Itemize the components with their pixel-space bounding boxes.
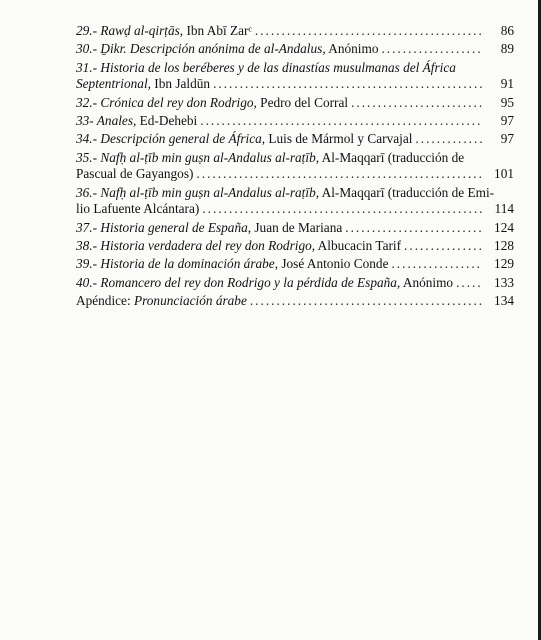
toc-entry-author: Anónimo: [325, 41, 379, 57]
toc-entry-line: [76, 41, 486, 58]
toc-entry-author: Pedro del Corral: [256, 94, 349, 110]
toc-entry-line: [76, 131, 486, 148]
toc-entry-continued-line: [76, 150, 486, 167]
toc-entry-author: Apéndice:: [76, 292, 134, 308]
toc-entry-author: Al-Maqqarī (traducción de Emi-: [319, 184, 495, 200]
toc-entry-author: Pascual de Gayangos): [76, 166, 194, 182]
toc-entry-text: [76, 275, 453, 292]
dot-leader: [200, 113, 483, 130]
toc-entry-author: Juan de Mariana: [251, 219, 343, 235]
toc-entry: [76, 112, 514, 130]
page-number: 91: [500, 76, 514, 92]
toc-entry-author: Ibn Jaldūn: [150, 76, 211, 92]
dot-leader: [345, 220, 483, 237]
page-number: 101: [494, 166, 514, 182]
dot-leader: [404, 238, 483, 255]
toc-entry: [76, 219, 514, 237]
toc-entry: [76, 149, 514, 184]
toc-entry-author: Albucacin Tarif: [315, 238, 402, 254]
toc-entry-title: 36.- Nafḥ al-ṭīb min guṣn al-Andalus al-raṭīb,: [76, 184, 320, 200]
toc-entry-text: [76, 238, 401, 255]
toc-entry-continued-line: [76, 184, 495, 202]
toc-entry-line: [76, 113, 486, 130]
page-number: 95: [500, 94, 514, 110]
toc-entry-text: [76, 113, 197, 130]
toc-entry: [76, 41, 514, 58]
toc-entry-author: Al-Maqqarī (traducción de: [319, 149, 465, 165]
dot-leader: [381, 41, 483, 58]
toc-entry-author: José Antonio Conde: [278, 256, 389, 272]
dot-leader: [255, 23, 483, 40]
toc-entry-title: 38.- Historia verdadera del rey don Rodrigo,: [76, 238, 316, 254]
toc-entry-text: [76, 95, 348, 112]
dot-leader: [456, 275, 483, 292]
dot-leader: [202, 201, 483, 218]
toc-entry-title: 29.- Rawḍ al-qirṭās,: [76, 23, 184, 38]
dot-leader: [351, 95, 483, 112]
toc-entry-line: [76, 275, 486, 292]
toc-entry: [76, 292, 514, 310]
page-number: 124: [494, 219, 514, 235]
toc-entry-title: 32.- Crónica del rey don Rodrigo,: [76, 94, 257, 110]
toc-entry-text: [76, 41, 378, 58]
toc-entry-text: [76, 131, 412, 148]
toc-entry-title: 30.- Ḏikr. Descripción anónima de al-Andalus,: [76, 41, 326, 57]
table-of-contents: [76, 23, 514, 311]
toc-entry-text: [76, 166, 193, 183]
toc-entry-text: [76, 256, 388, 273]
page-number: 114: [494, 201, 514, 217]
toc-entry-title: Pronunciación árabe: [133, 292, 247, 308]
toc-entry-text: [76, 76, 210, 93]
toc-entry-author: Ibn Abī Zarᶜ: [183, 23, 252, 38]
toc-entry-line: [76, 238, 486, 255]
toc-entry: [76, 274, 514, 292]
toc-entry-line: [76, 95, 486, 112]
page-number: 128: [494, 238, 514, 254]
toc-entry-title: 34.- Descripción general de África,: [76, 131, 266, 147]
page-number: 133: [494, 274, 514, 290]
toc-entry: [76, 131, 514, 148]
page-number: 89: [500, 41, 514, 57]
page-number: 97: [500, 112, 514, 128]
toc-entry-title: 31.- Historia de los beréberes y de las dinastías musulmanas del África: [76, 59, 456, 75]
toc-entry-title: Septentrional,: [76, 76, 151, 92]
toc-entry: [76, 256, 514, 273]
toc-entry-text: [76, 23, 252, 40]
toc-entry-title: 35.- Nafḥ al-ṭīb min guṣn al-Andalus al-raṭīb,: [76, 149, 320, 165]
toc-entry-text: [76, 150, 464, 165]
toc-entry: [76, 59, 514, 94]
toc-entry-line: [76, 201, 486, 218]
toc-entry: [76, 94, 514, 112]
toc-entry-text: [76, 60, 456, 75]
dot-leader: [415, 131, 483, 148]
toc-entry: [76, 23, 514, 40]
page-number: 86: [500, 23, 514, 38]
dot-leader: [213, 76, 483, 93]
toc-entry-line: [76, 166, 486, 183]
page-number: 97: [500, 131, 514, 147]
toc-entry: [76, 184, 514, 219]
toc-entry-author: Anónimo: [400, 274, 454, 290]
page-number: 129: [494, 256, 514, 272]
toc-entry-title: 37.- Historia general de España,: [76, 219, 252, 235]
toc-entry-text: [76, 220, 342, 237]
toc-entry-text: [76, 185, 494, 200]
toc-entry-continued-line: [76, 60, 486, 77]
dot-leader: [250, 293, 483, 310]
toc-entry-title: 39.- Historia de la dominación árabe,: [76, 256, 279, 272]
toc-entry: [76, 238, 514, 255]
toc-entry-line: [76, 220, 486, 237]
page-number: 134: [494, 292, 514, 308]
toc-entry-text: [76, 293, 247, 310]
toc-entry-text: [76, 201, 199, 218]
toc-entry-title: 40.- Romancero del rey don Rodrigo y la pérdida de España,: [76, 274, 401, 290]
toc-entry-author: Luis de Mármol y Carvajal: [265, 131, 413, 147]
toc-entry-author: lio Lafuente Alcántara): [76, 201, 200, 217]
dot-leader: [196, 166, 483, 183]
toc-entry-author: Ed-Dehebi: [136, 112, 198, 128]
dot-leader: [391, 256, 483, 273]
toc-entry-line: [76, 76, 486, 93]
toc-entry-line: [76, 23, 486, 40]
toc-entry-line: [76, 256, 486, 273]
toc-entry-title: 33- Anales,: [76, 112, 137, 128]
toc-entry-line: [76, 293, 486, 310]
